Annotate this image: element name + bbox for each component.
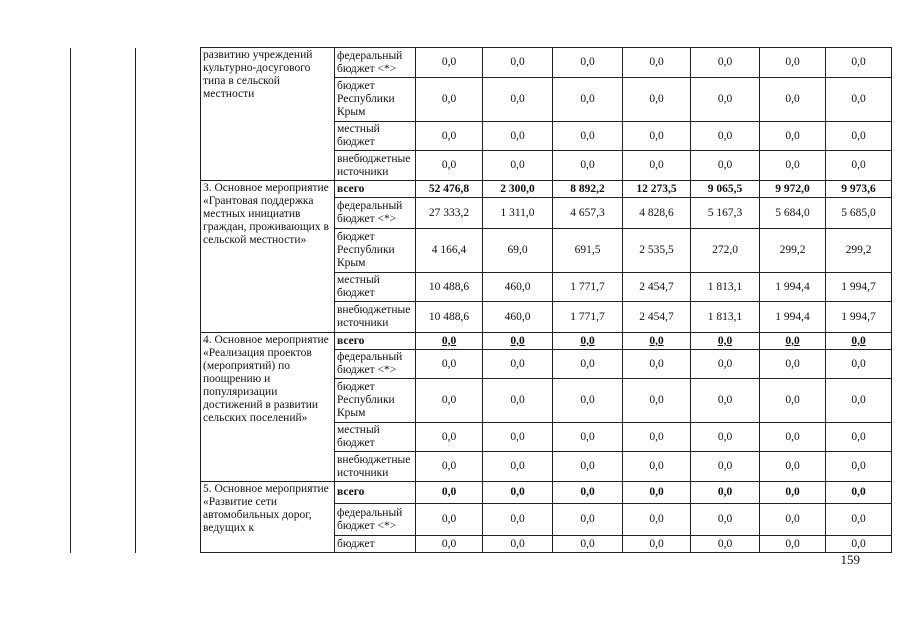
- amount-cell: 4 657,3: [553, 198, 623, 229]
- amount-cell: 0,0: [553, 48, 623, 78]
- amount-cell: 0,0: [691, 78, 760, 122]
- amount-cell: 0,0: [553, 333, 623, 350]
- amount-cell: 0,0: [623, 122, 691, 151]
- amount-cell: 0,0: [760, 151, 826, 181]
- amount-cell: 0,0: [760, 504, 826, 536]
- amount-cell: 1 771,7: [553, 273, 623, 302]
- amount-cell: 0,0: [623, 452, 691, 482]
- amount-cell: 460,0: [483, 302, 553, 333]
- amount-cell: 0,0: [416, 379, 483, 423]
- amount-cell: 0,0: [553, 122, 623, 151]
- amount-cell: 4 166,4: [416, 229, 483, 273]
- amount-cell: 0,0: [416, 423, 483, 452]
- amount-cell: 0,0: [416, 151, 483, 181]
- funding-source-cell: бюджет Республики Крым: [335, 78, 416, 122]
- amount-cell: 9 065,5: [691, 181, 760, 198]
- amount-cell: 0,0: [483, 452, 553, 482]
- amount-cell: 2 454,7: [623, 302, 691, 333]
- amount-cell: 0,0: [553, 452, 623, 482]
- funding-source-cell: федеральный бюджет <*>: [335, 48, 416, 78]
- amount-cell: 0,0: [691, 536, 760, 553]
- amount-cell: 1 813,1: [691, 302, 760, 333]
- amount-cell: 0,0: [553, 504, 623, 536]
- amount-cell: 0,0: [826, 504, 892, 536]
- amount-cell: 0,0: [623, 333, 691, 350]
- amount-cell: 0,0: [416, 333, 483, 350]
- amount-cell: 0,0: [483, 151, 553, 181]
- amount-cell: 1 994,7: [826, 273, 892, 302]
- page-number: 159: [840, 552, 860, 567]
- amount-cell: 0,0: [826, 423, 892, 452]
- amount-cell: 0,0: [623, 379, 691, 423]
- amount-cell: 691,5: [553, 229, 623, 273]
- amount-cell: 0,0: [416, 504, 483, 536]
- amount-cell: 10 488,6: [416, 302, 483, 333]
- amount-cell: 5 167,3: [691, 198, 760, 229]
- amount-cell: 0,0: [691, 423, 760, 452]
- funding-source-cell: федеральный бюджет <*>: [335, 504, 416, 536]
- amount-cell: 0,0: [826, 151, 892, 181]
- amount-cell: 69,0: [483, 229, 553, 273]
- amount-cell: 0,0: [760, 78, 826, 122]
- amount-cell: 0,0: [760, 452, 826, 482]
- amount-cell: 1 771,7: [553, 302, 623, 333]
- amount-cell: 0,0: [553, 151, 623, 181]
- amount-cell: 0,0: [416, 78, 483, 122]
- amount-cell: 0,0: [553, 482, 623, 504]
- funding-source-cell: всего: [335, 482, 416, 504]
- amount-cell: 52 476,8: [416, 181, 483, 198]
- amount-cell: 0,0: [553, 78, 623, 122]
- amount-cell: 272,0: [691, 229, 760, 273]
- amount-cell: 0,0: [826, 379, 892, 423]
- amount-cell: 0,0: [760, 423, 826, 452]
- amount-cell: 10 488,6: [416, 273, 483, 302]
- amount-cell: 0,0: [760, 48, 826, 78]
- amount-cell: 0,0: [691, 151, 760, 181]
- amount-cell: 8 892,2: [553, 181, 623, 198]
- amount-cell: 0,0: [483, 504, 553, 536]
- amount-cell: 0,0: [691, 379, 760, 423]
- amount-cell: 0,0: [553, 379, 623, 423]
- amount-cell: 0,0: [826, 333, 892, 350]
- activity-description-cell: 3. Основное мероприятие «Грантовая поддержка местных инициатив граждан, проживающих в сельской местности»: [201, 181, 335, 333]
- amount-cell: 27 333,2: [416, 198, 483, 229]
- amount-cell: 2 535,5: [623, 229, 691, 273]
- amount-cell: 0,0: [760, 379, 826, 423]
- amount-cell: 0,0: [623, 350, 691, 379]
- amount-cell: 1 994,4: [760, 302, 826, 333]
- amount-cell: 0,0: [416, 350, 483, 379]
- amount-cell: 0,0: [623, 78, 691, 122]
- amount-cell: 0,0: [760, 350, 826, 379]
- activity-description-cell: 5. Основное мероприятие «Развитие сети автомобильных дорог, ведущих к: [201, 482, 335, 553]
- amount-cell: 0,0: [553, 536, 623, 553]
- amount-cell: 0,0: [553, 350, 623, 379]
- funding-source-cell: всего: [335, 181, 416, 198]
- funding-source-cell: внебюджетные источники: [335, 302, 416, 333]
- activity-description-cell: 4. Основное мероприятие «Реализация проектов (мероприятий) по поощрению и популяризации достижений в развитии сельских поселений»: [201, 333, 335, 482]
- amount-cell: 0,0: [483, 482, 553, 504]
- funding-source-cell: бюджет Республики Крым: [335, 229, 416, 273]
- amount-cell: 9 972,0: [760, 181, 826, 198]
- funding-source-cell: местный бюджет: [335, 423, 416, 452]
- amount-cell: 0,0: [416, 122, 483, 151]
- table-row: [71, 48, 892, 78]
- amount-cell: 0,0: [623, 504, 691, 536]
- funding-source-cell: бюджет: [335, 536, 416, 553]
- funding-source-cell: всего: [335, 333, 416, 350]
- blank-column-cell: [71, 48, 136, 553]
- amount-cell: 0,0: [691, 452, 760, 482]
- funding-source-cell: бюджет Республики Крым: [335, 379, 416, 423]
- amount-cell: 0,0: [623, 482, 691, 504]
- amount-cell: 0,0: [483, 379, 553, 423]
- amount-cell: 0,0: [691, 350, 760, 379]
- amount-cell: 0,0: [691, 504, 760, 536]
- amount-cell: 460,0: [483, 273, 553, 302]
- funding-source-cell: федеральный бюджет <*>: [335, 350, 416, 379]
- funding-source-cell: внебюджетные источники: [335, 151, 416, 181]
- amount-cell: 0,0: [623, 151, 691, 181]
- amount-cell: 0,0: [760, 122, 826, 151]
- funding-source-cell: местный бюджет: [335, 122, 416, 151]
- amount-cell: 0,0: [826, 482, 892, 504]
- amount-cell: 0,0: [691, 122, 760, 151]
- amount-cell: 5 685,0: [826, 198, 892, 229]
- blank-column-cell: [136, 48, 201, 553]
- amount-cell: 0,0: [760, 536, 826, 553]
- amount-cell: 0,0: [483, 423, 553, 452]
- amount-cell: 1 994,4: [760, 273, 826, 302]
- amount-cell: 0,0: [416, 48, 483, 78]
- amount-cell: 0,0: [826, 536, 892, 553]
- amount-cell: 12 273,5: [623, 181, 691, 198]
- funding-source-cell: местный бюджет: [335, 273, 416, 302]
- amount-cell: 0,0: [483, 78, 553, 122]
- funding-source-cell: внебюджетные источники: [335, 452, 416, 482]
- amount-cell: 0,0: [416, 482, 483, 504]
- funding-source-cell: федеральный бюджет <*>: [335, 198, 416, 229]
- budget-table: [70, 47, 892, 553]
- amount-cell: 1 813,1: [691, 273, 760, 302]
- amount-cell: 0,0: [691, 482, 760, 504]
- amount-cell: 299,2: [826, 229, 892, 273]
- amount-cell: 1 994,7: [826, 302, 892, 333]
- amount-cell: 9 973,6: [826, 181, 892, 198]
- amount-cell: 299,2: [760, 229, 826, 273]
- amount-cell: 0,0: [691, 333, 760, 350]
- amount-cell: 0,0: [826, 48, 892, 78]
- amount-cell: 0,0: [826, 350, 892, 379]
- amount-cell: 0,0: [483, 48, 553, 78]
- amount-cell: 0,0: [623, 536, 691, 553]
- amount-cell: 0,0: [826, 122, 892, 151]
- amount-cell: 0,0: [483, 333, 553, 350]
- amount-cell: 0,0: [826, 452, 892, 482]
- amount-cell: 0,0: [691, 48, 760, 78]
- amount-cell: 2 300,0: [483, 181, 553, 198]
- amount-cell: 0,0: [826, 78, 892, 122]
- amount-cell: 0,0: [483, 350, 553, 379]
- activity-description-cell: развитию учреждений культурно-досугового типа в сельской местности: [201, 48, 335, 181]
- budget-table-body: [71, 48, 892, 553]
- amount-cell: 1 311,0: [483, 198, 553, 229]
- amount-cell: 4 828,6: [623, 198, 691, 229]
- amount-cell: 2 454,7: [623, 273, 691, 302]
- amount-cell: 5 684,0: [760, 198, 826, 229]
- amount-cell: 0,0: [416, 536, 483, 553]
- amount-cell: 0,0: [483, 536, 553, 553]
- amount-cell: 0,0: [416, 452, 483, 482]
- amount-cell: 0,0: [623, 423, 691, 452]
- amount-cell: 0,0: [760, 333, 826, 350]
- amount-cell: 0,0: [760, 482, 826, 504]
- amount-cell: 0,0: [483, 122, 553, 151]
- amount-cell: 0,0: [553, 423, 623, 452]
- amount-cell: 0,0: [623, 48, 691, 78]
